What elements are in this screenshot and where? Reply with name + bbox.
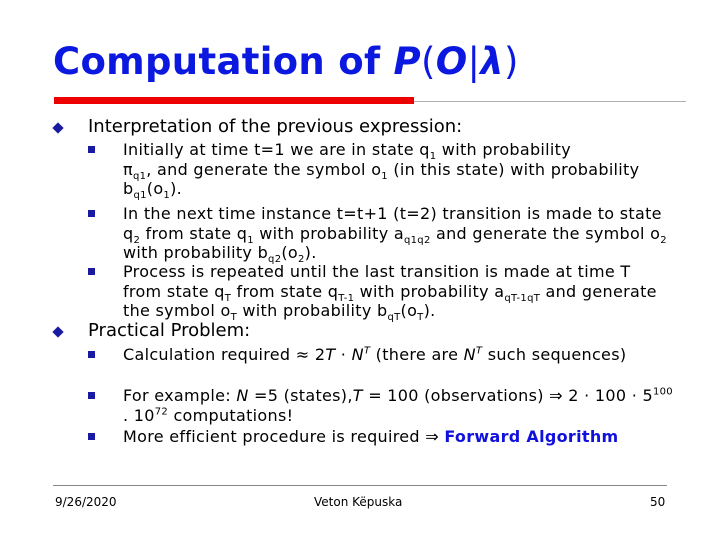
sub-bullet-repeat: Process is repeated until the last transition is made at time T from state $q_T$ from state $q_{T-1}$ with probability $a_{qT-1qT}$ and generate the symbol $o_T$ with probability $b_{qT}(o_T)$. (123, 262, 657, 324)
footer-date: 9/26/2020 (55, 495, 117, 509)
diamond-bullet-icon (52, 326, 63, 337)
title-accent-rule (54, 97, 414, 104)
title-bar: | (467, 40, 481, 83)
slide-title (53, 40, 519, 83)
sub-bullet-calculation: Calculation required ≈ $2T \cdot N^T$ (there are $N^T$ such sequences) (123, 345, 627, 364)
footer-page-number: 50 (650, 495, 666, 509)
title-paren-close: ) (503, 40, 519, 83)
footer-rule (53, 485, 667, 486)
square-bullet-icon (88, 351, 95, 358)
square-bullet-icon (88, 210, 95, 217)
sub-bullet-next: In the next time instance t=t+1 (t=2) transition is made to state $q_2$ from state $q_1$ with probability $a_{q1q2}$ and generate the symbol $o_2$ with probability $b_{q2}(o_2)$. (123, 204, 667, 266)
bullet-interpretation: Interpretation of the previous expression: (88, 116, 463, 137)
title-text: Computation of (53, 40, 394, 83)
title-P: P (393, 40, 421, 83)
title-paren-open: ( (420, 40, 436, 83)
sub-bullet-efficient: More efficient procedure is required ⇒ Forward Algorithm (123, 427, 619, 446)
square-bullet-icon (88, 146, 95, 153)
square-bullet-icon (88, 268, 95, 275)
footer-author: Veton Këpuska (314, 495, 403, 509)
sub-bullet-initial: Initially at time t=1 we are in state $q_1$ with probability $\pi_{q1}$, and generate the symbol $o_1$ (in this state) with probability $b_{q1}(o_1)$. (123, 140, 640, 202)
title-thin-rule (414, 101, 686, 102)
sub-bullet-example: For example: N =5 (states),T = 100 (observations) ⇒ $2 \cdot 100 \cdot 5^{100}$ . $10^{72}$ computations! (123, 386, 673, 425)
square-bullet-icon (88, 392, 95, 399)
bullet-practical: Practical Problem: (88, 320, 251, 341)
forward-algorithm-emphasis: Forward Algorithm (444, 427, 619, 446)
square-bullet-icon (88, 433, 95, 440)
title-lambda: λ (480, 40, 504, 83)
diamond-bullet-icon (52, 122, 63, 133)
title-O: O (435, 40, 468, 83)
